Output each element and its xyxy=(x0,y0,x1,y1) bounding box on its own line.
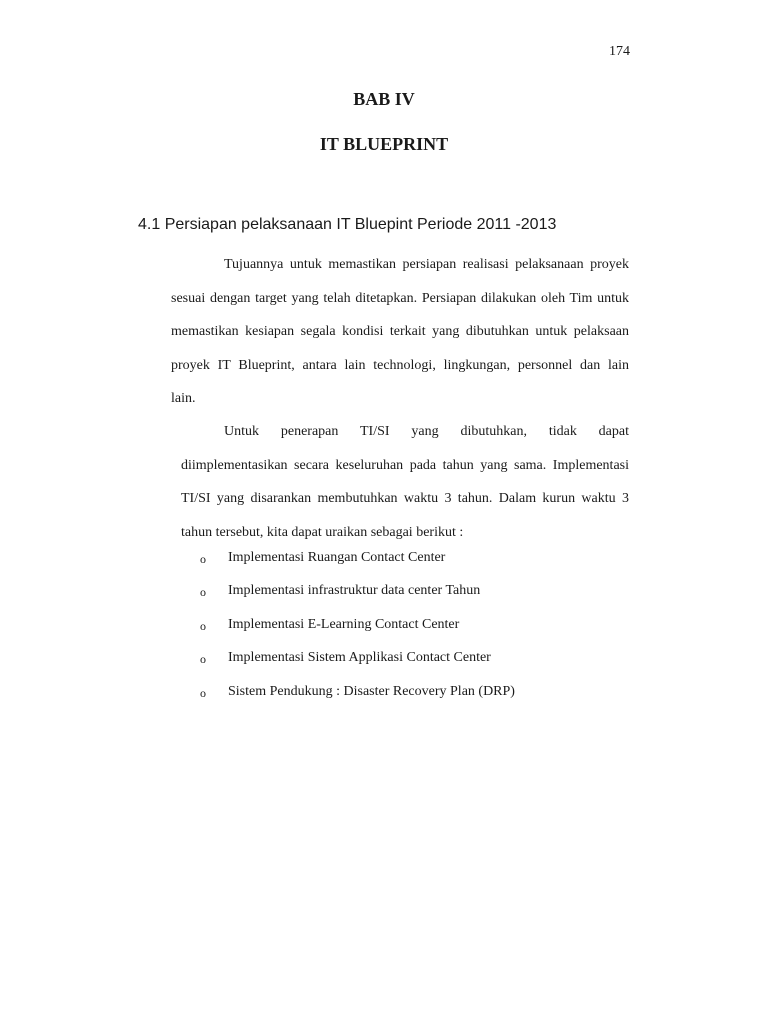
chapter-label: BAB IV xyxy=(353,89,415,109)
paragraph-line: memastikan kesiapan segala kondisi terkait yang dibutuhkan untuk pelaksaan xyxy=(171,324,629,339)
paragraph-line: sesuai dengan target yang telah ditetapkan. Persiapan dilakukan oleh Tim untuk xyxy=(171,290,629,306)
list-item-text: Implementasi Sistem Applikasi Contact Center xyxy=(228,650,491,666)
paragraph-line: Untuk penerapan TI/SI yang dibutuhkan, tidak dapat xyxy=(224,424,629,439)
paragraph-line: lain. xyxy=(171,391,196,406)
paragraph-line: TI/SI yang disarankan membutuhkan waktu 3 tahun. Dalam kurun waktu 3 xyxy=(181,491,629,506)
bullet-circle-icon: o xyxy=(200,685,206,700)
list-item xyxy=(200,617,515,650)
list-item-text: Implementasi E-Learning Contact Center xyxy=(228,616,460,632)
paragraph-purpose xyxy=(171,248,629,416)
paragraph-line: diimplementasikan secara keseluruhan pada tahun yang sama. Implementasi xyxy=(181,457,629,473)
page-number: 174 xyxy=(609,44,630,59)
list-item-text: Implementasi infrastruktur data center Tahun xyxy=(228,583,481,599)
list-item xyxy=(200,550,515,583)
list-item xyxy=(200,684,515,717)
paragraph-line: tahun tersebut, kita dapat uraikan sebagai berikut : xyxy=(181,524,464,540)
list-item-text: Sistem Pendukung : Disaster Recovery Plan (DRP) xyxy=(228,683,515,699)
list-item-text: Implementasi Ruangan Contact Center xyxy=(228,550,446,565)
bullet-circle-icon: o xyxy=(200,552,206,566)
section-heading: 4.1 Persiapan pelaksanaan IT Bluepint Periode 2011 -2013 xyxy=(138,216,557,233)
paragraph-line: proyek IT Blueprint, antara lain technologi, lingkungan, personnel dan lain xyxy=(171,357,629,373)
bullet-circle-icon: o xyxy=(200,652,206,667)
list-item xyxy=(200,650,515,683)
paragraph-implementation xyxy=(181,415,629,549)
bullet-circle-icon: o xyxy=(200,618,206,633)
paragraph-line: Tujuannya untuk memastikan persiapan realisasi pelaksanaan proyek xyxy=(224,257,629,272)
list-item xyxy=(200,583,515,616)
bullet-circle-icon: o xyxy=(200,585,206,600)
implementation-list xyxy=(200,550,515,717)
chapter-title: IT BLUEPRINT xyxy=(319,134,449,154)
